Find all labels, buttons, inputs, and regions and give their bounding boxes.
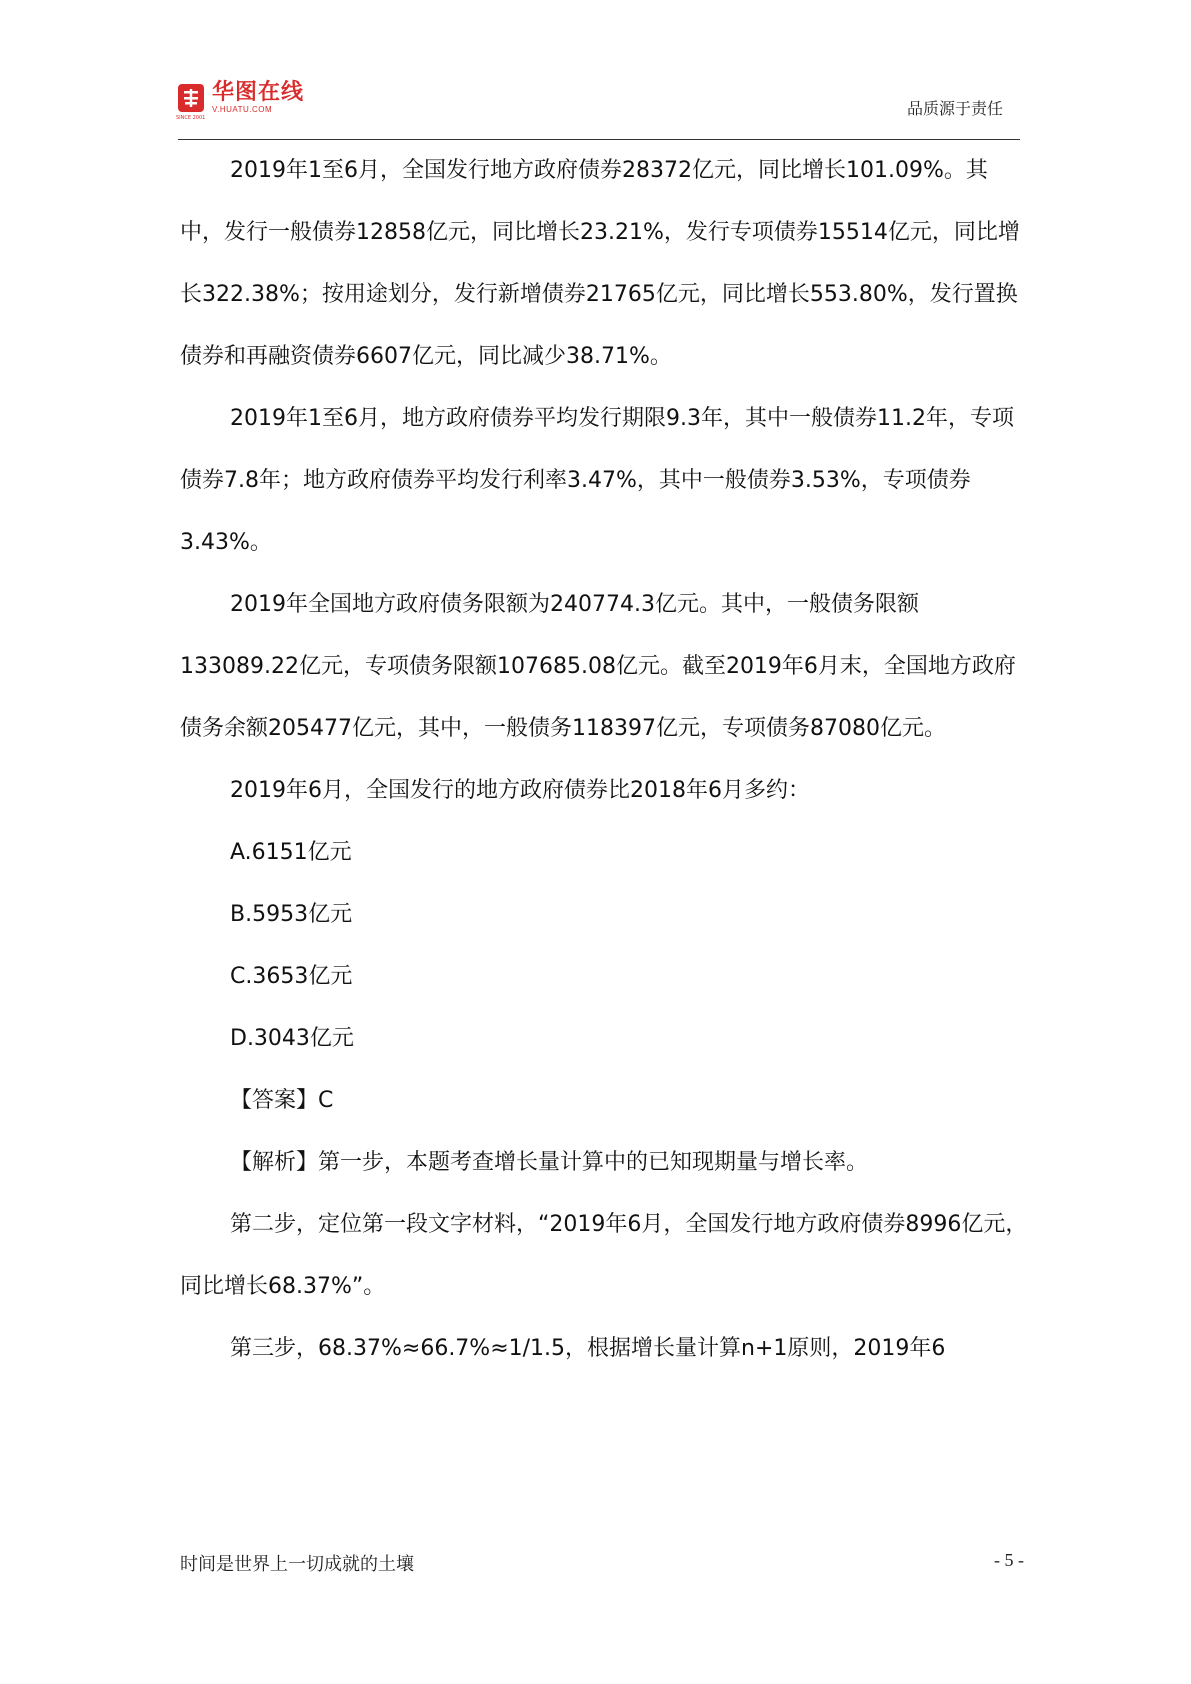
option-a: A.6151亿元	[230, 840, 352, 865]
paragraph-bond-issuance: 2019年1至6月，全国发行地方政府债券28372亿元，同比增长101.09%。其中，发行一般债券12858亿元，同比增长23.21%，发行专项债券15514亿元，同比增长322.38%；按用途划分，发行新增债券21765亿元，同比增长553.80%，发行置换债券和再融资债券6607亿元，同比减少38.71%。	[180, 158, 1020, 369]
paragraph-debt-limit: 2019年全国地方政府债务限额为240774.3亿元。其中，一般债务限额133089.22亿元，专项债务限额107685.08亿元。截至2019年6月末，全国地方政府债务余额205477亿元，其中，一般债务118397亿元，专项债务87080亿元。	[180, 592, 1016, 741]
option-b: B.5953亿元	[230, 902, 353, 927]
huatu-logo-icon	[176, 84, 206, 121]
analysis-step-3: 第三步，68.37%≈66.7%≈1/1.5，根据增长量计算n+1原则，2019年6	[230, 1336, 946, 1361]
option-d: D.3043亿元	[230, 1026, 354, 1051]
document-body	[180, 140, 1028, 1380]
logo-since-text: SINCE 2001	[176, 115, 206, 121]
answer-line: 【答案】C	[230, 1088, 334, 1113]
analysis-step-1: 【解析】第一步，本题考查增长量计算中的已知现期量与增长率。	[230, 1150, 869, 1175]
header-motto: 品质源于责任	[906, 99, 1003, 118]
logo-brand-name: 华图在线	[212, 80, 305, 105]
paragraph-bond-term-rate: 2019年1至6月，地方政府债券平均发行期限9.3年，其中一般债券11.2年，专项债券7.8年；地方政府债券平均发行利率3.47%，其中一般债券3.53%，专项债券3.43%。	[180, 406, 1014, 555]
option-c: C.3653亿元	[230, 964, 353, 989]
logo-url: V.HUATU.COM	[212, 105, 273, 114]
page-number: - 5 -	[994, 1550, 1024, 1570]
footer-slogan: 时间是世界上一切成就的土壤	[180, 1554, 414, 1575]
header-logo	[176, 80, 305, 121]
question-stem: 2019年6月，全国发行的地方政府债券比2018年6月多约：	[230, 778, 810, 803]
analysis-step-2: 第二步，定位第一段文字材料，“2019年6月，全国发行地方政府债券8996亿元，同比增长68.37%”。	[180, 1212, 1028, 1299]
